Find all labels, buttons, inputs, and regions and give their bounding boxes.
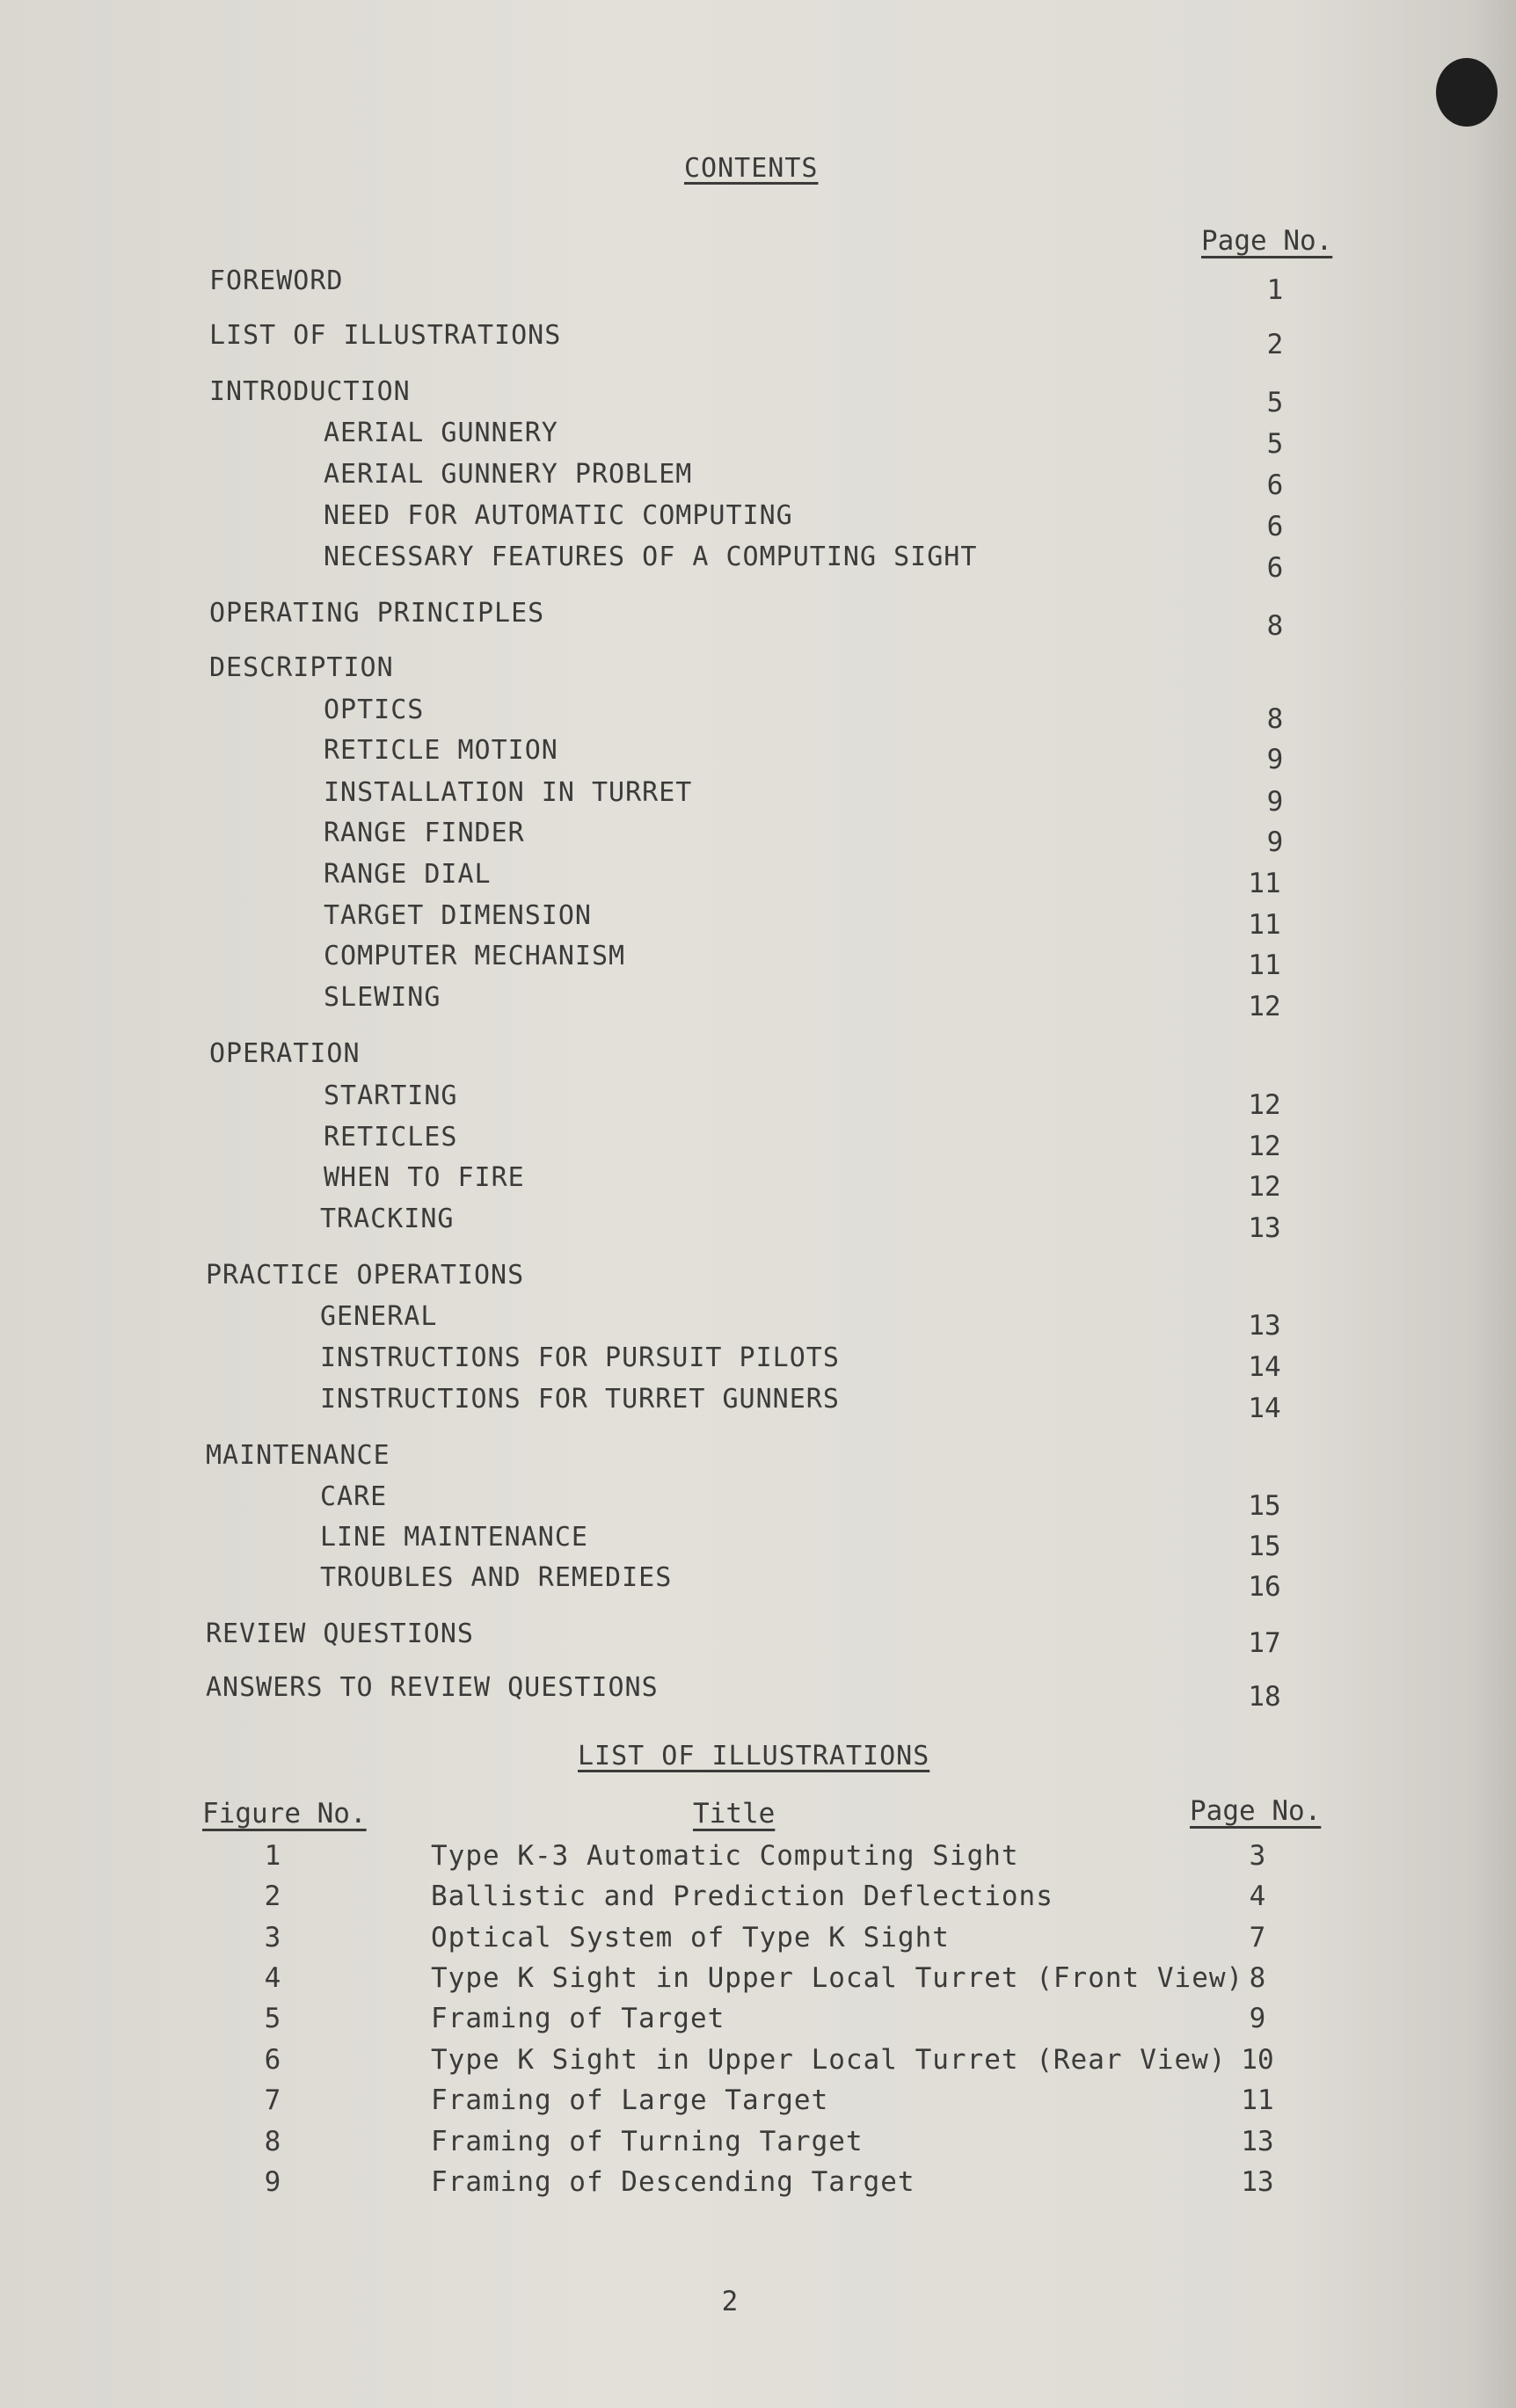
illustration-page: 11	[1241, 2084, 1274, 2116]
illustration-row	[0, 2126, 1516, 2164]
illustration-figure-number: 4	[264, 1962, 281, 1994]
illustration-title: Type K-3 Automatic Computing Sight	[431, 1840, 1019, 1872]
contents-entry-page: 18	[1248, 1681, 1281, 1713]
contents-entry-page: 8	[1266, 703, 1284, 735]
contents-entry-label: NEED FOR AUTOMATIC COMPUTING	[324, 500, 793, 531]
illustration-page: 4	[1249, 1881, 1266, 1912]
illustration-figure-number: 8	[264, 2126, 281, 2157]
contents-entry-label: FOREWORD	[209, 266, 344, 296]
illustration-row	[0, 1922, 1516, 1961]
contents-entry-label: AERIAL GUNNERY PROBLEM	[324, 459, 693, 490]
contents-entry-label: RANGE FINDER	[324, 818, 525, 848]
contents-entry-page: 2	[1266, 329, 1284, 360]
contents-entry-label: DESCRIPTION	[209, 652, 394, 683]
contents-entry-page: 6	[1266, 552, 1284, 584]
illustration-page: 8	[1249, 1962, 1266, 1994]
contents-entry-page: 6	[1266, 469, 1284, 501]
contents-entry-page: 11	[1248, 868, 1281, 899]
illustration-page: 7	[1249, 1922, 1266, 1953]
contents-entry-page: 13	[1248, 1212, 1281, 1244]
contents-entry-page: 15	[1248, 1531, 1281, 1562]
illustration-row	[0, 1962, 1516, 2001]
contents-entry-label: TRACKING	[320, 1204, 455, 1234]
contents-entry-label: CARE	[320, 1481, 388, 1512]
contents-entry-page: 12	[1248, 991, 1281, 1022]
contents-entry-page: 12	[1248, 1131, 1281, 1162]
illustration-row	[0, 2044, 1516, 2083]
contents-entry-label: WHEN TO FIRE	[324, 1162, 525, 1193]
contents-entry-label: TROUBLES AND REMEDIES	[320, 1562, 673, 1593]
contents-entry-page: 11	[1248, 909, 1281, 941]
contents-entry-label: TARGET DIMENSION	[324, 900, 592, 931]
illustration-row	[0, 1881, 1516, 1919]
contents-entry-label: LINE MAINTENANCE	[320, 1522, 588, 1553]
illustration-page: 13	[1241, 2166, 1274, 2198]
contents-entry-label: RETICLES	[324, 1122, 458, 1153]
contents-entry-label: OPTICS	[324, 695, 425, 725]
contents-entry-label: LIST OF ILLUSTRATIONS	[209, 320, 562, 351]
illustration-row	[0, 2166, 1516, 2205]
illustration-title: Framing of Descending Target	[431, 2166, 915, 2198]
contents-entry-page: 1	[1266, 274, 1284, 306]
contents-entry-page: 14	[1248, 1351, 1281, 1383]
contents-entry-label: OPERATION	[209, 1038, 361, 1069]
contents-entry-label: RETICLE MOTION	[324, 735, 558, 766]
contents-entry-label: GENERAL	[320, 1301, 438, 1332]
contents-entry-page: 11	[1248, 949, 1281, 981]
contents-entry-page: 5	[1266, 428, 1284, 460]
illustration-figure-number: 5	[264, 2003, 281, 2034]
illustration-row	[0, 1840, 1516, 1879]
illustration-figure-number: 7	[264, 2084, 281, 2116]
punch-hole-mark	[1436, 58, 1498, 127]
contents-entry-page: 9	[1266, 744, 1284, 775]
illustration-figure-number: 9	[264, 2166, 281, 2198]
illustration-title: Optical System of Type K Sight	[431, 1922, 950, 1953]
contents-entry-page: 9	[1266, 826, 1284, 858]
illustration-figure-number: 2	[264, 1881, 281, 1912]
contents-entry-label: RANGE DIAL	[324, 859, 492, 890]
contents-entry-label: INSTRUCTIONS FOR PURSUIT PILOTS	[320, 1342, 840, 1373]
contents-entry-page: 15	[1248, 1490, 1281, 1522]
illustration-title: Type K Sight in Upper Local Turret (Front View)	[431, 1962, 1244, 1994]
contents-entry-label: ANSWERS TO REVIEW QUESTIONS	[206, 1672, 659, 1703]
illustration-page: 9	[1249, 2003, 1266, 2034]
contents-entry-page: 13	[1248, 1310, 1281, 1342]
contents-entry-page: 6	[1266, 511, 1284, 542]
contents-entry-page: 14	[1248, 1393, 1281, 1424]
page-number: 2	[721, 2286, 739, 2317]
illustration-title: Framing of Target	[431, 2003, 725, 2034]
figure-no-header: Figure No.	[202, 1798, 367, 1830]
illustration-row	[0, 2003, 1516, 2041]
illustration-figure-number: 3	[264, 1922, 281, 1953]
illustration-page: 13	[1241, 2126, 1274, 2157]
illustration-title: Ballistic and Prediction Deflections	[431, 1881, 1053, 1912]
contents-entry-label: SLEWING	[324, 982, 441, 1013]
contents-entry-label: INSTRUCTIONS FOR TURRET GUNNERS	[320, 1384, 840, 1415]
illustration-page: 10	[1241, 2044, 1274, 2076]
illustration-row	[0, 2084, 1516, 2123]
illustrations-page-no-header: Page No.	[1190, 1795, 1322, 1827]
contents-entry-label: AERIAL GUNNERY	[324, 418, 558, 448]
illustration-title: Framing of Large Target	[431, 2084, 829, 2116]
illustration-title: Type K Sight in Upper Local Turret (Rear View)	[431, 2044, 1227, 2076]
contents-entry-page: 16	[1248, 1571, 1281, 1603]
contents-entry-page: 12	[1248, 1171, 1281, 1203]
contents-entry-label: REVIEW QUESTIONS	[206, 1619, 474, 1649]
contents-entry-label: STARTING	[324, 1080, 458, 1111]
contents-entry-page: 8	[1266, 610, 1284, 642]
contents-entry-label: COMPUTER MECHANISM	[324, 941, 626, 971]
illustration-title: Framing of Turning Target	[431, 2126, 864, 2157]
contents-entry-label: INSTALLATION IN TURRET	[324, 777, 693, 808]
contents-entry-label: INTRODUCTION	[209, 376, 411, 407]
illustration-figure-number: 6	[264, 2044, 281, 2076]
illustration-figure-number: 1	[264, 1840, 281, 1872]
contents-title: CONTENTS	[684, 153, 819, 184]
contents-entry-label: MAINTENANCE	[206, 1440, 390, 1471]
contents-entry-label: PRACTICE OPERATIONS	[206, 1260, 525, 1291]
contents-entry-page: 17	[1248, 1627, 1281, 1659]
contents-entry-page: 5	[1266, 387, 1284, 418]
illustrations-title: LIST OF ILLUSTRATIONS	[578, 1741, 930, 1771]
contents-entry-page: 9	[1266, 786, 1284, 818]
illustration-page: 3	[1249, 1840, 1266, 1872]
contents-entry-label: OPERATING PRINCIPLES	[209, 598, 545, 629]
contents-entry-page: 12	[1248, 1089, 1281, 1121]
contents-page-no-header: Page No.	[1201, 225, 1333, 257]
title-header: Title	[693, 1798, 776, 1830]
contents-entry-label: NECESSARY FEATURES OF A COMPUTING SIGHT	[324, 542, 978, 572]
